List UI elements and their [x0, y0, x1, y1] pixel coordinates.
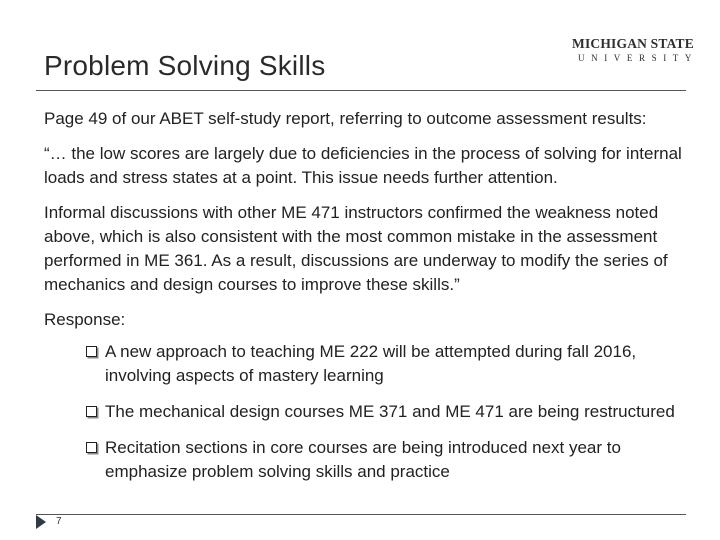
- logo-line-1: MICHIGAN STATE: [572, 36, 694, 51]
- slide-title: Problem Solving Skills: [44, 50, 326, 81]
- footer-divider: [36, 514, 686, 515]
- checkbox-bullet-icon: [86, 406, 97, 417]
- list-item-text: A new approach to teaching ME 222 will be attempted during fall 2016, involving aspects of mastery learning: [105, 342, 637, 385]
- response-label: Response:: [44, 310, 126, 329]
- intro-text: Page 49 of our ABET self-study report, referring to outcome assessment results:: [44, 109, 647, 128]
- quote-paragraph-1: “… the low scores are largely due to deficiencies in the process of solving for internal loads and stress states at a point. This issue needs further attention.: [44, 144, 682, 187]
- response-list: [44, 340, 699, 484]
- page-number: 7: [56, 516, 62, 527]
- list-item-text: The mechanical design courses ME 371 and ME 471 are being restructured: [105, 402, 675, 421]
- quote-paragraph-2: Informal discussions with other ME 471 instructors confirmed the weakness noted above, which is also consistent with the most common mistake in the assessment performed in ME 361. As a result, discussions are underway to modify the series of mechanics and design courses to improve these skills.”: [44, 203, 668, 294]
- checkbox-bullet-icon: [86, 346, 97, 357]
- list-item-text: Recitation sections in core courses are being introduced next year to emphasize problem solving skills and practice: [105, 438, 621, 481]
- footer-triangle-icon: [36, 515, 46, 529]
- msu-logo: [572, 36, 698, 64]
- list-item: [86, 340, 699, 388]
- slide-body: [44, 107, 699, 496]
- logo-line-2: UNIVERSITY: [578, 53, 698, 63]
- checkbox-bullet-icon: [86, 442, 97, 453]
- list-item: [86, 436, 699, 484]
- title-divider: [36, 90, 686, 91]
- list-item: [86, 400, 699, 424]
